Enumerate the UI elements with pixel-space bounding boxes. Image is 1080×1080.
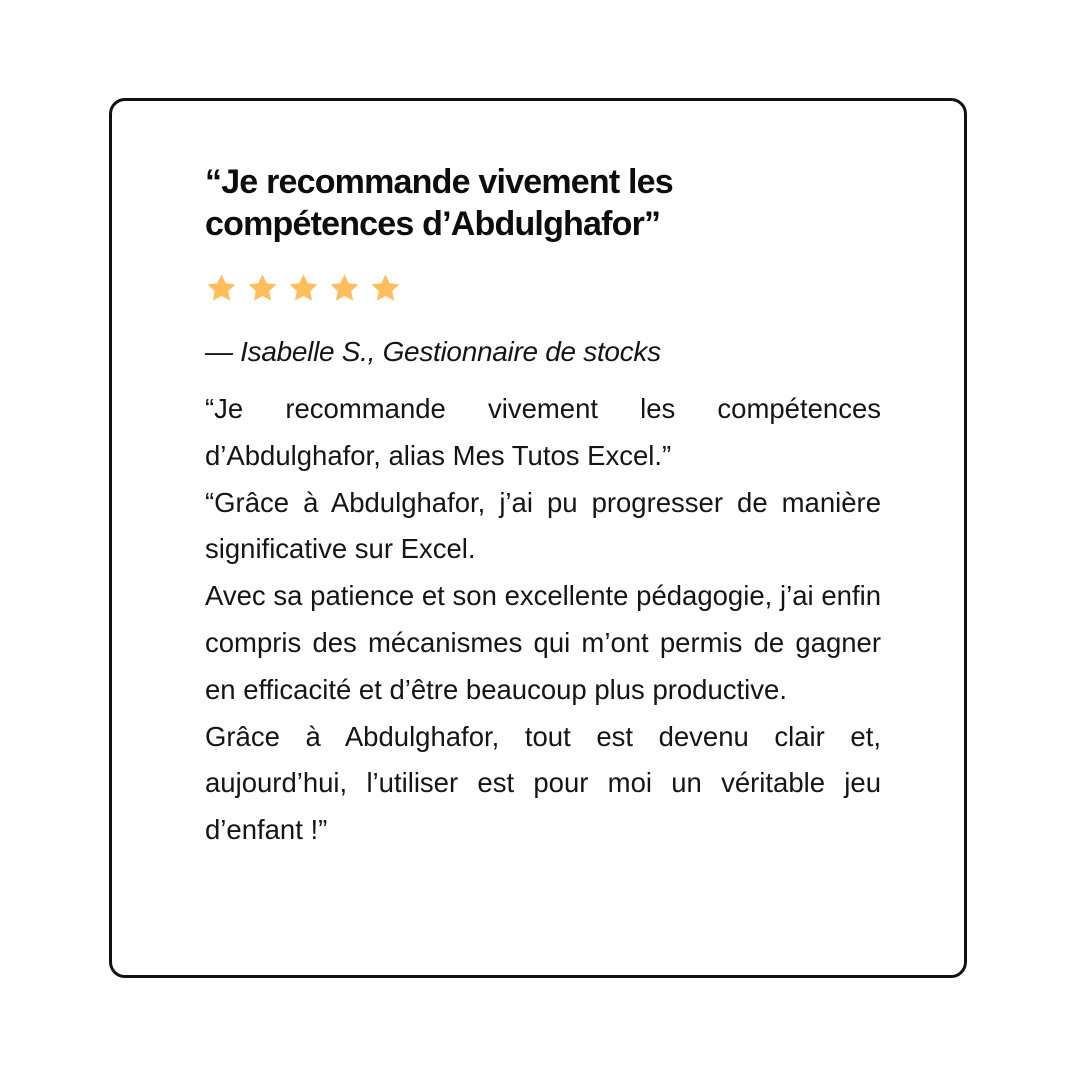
star-icon xyxy=(205,272,238,305)
star-icon xyxy=(328,272,361,305)
testimonial-paragraph: Avec sa patience et son excellente pédagogie, j’ai enfin compris des mécanismes qui m’ont permis de gagner en efficacité et d’être beaucoup plus productive. xyxy=(205,580,881,705)
star-icon xyxy=(369,272,402,305)
testimonial-paragraph: Grâce à Abdulghafor, tout est devenu clair et, aujourd’hui, l’utiliser est pour moi un véritable jeu d’enfant !” xyxy=(205,720,881,846)
testimonial-body xyxy=(205,386,881,854)
testimonial-attribution: — Isabelle S., Gestionnaire de stocks xyxy=(205,336,661,367)
testimonial-paragraph: “Je recommande vivement les compétences d’Abdulghafor, alias Mes Tutos Excel.” xyxy=(205,393,881,471)
star-rating xyxy=(205,271,881,305)
star-icon xyxy=(287,272,320,305)
testimonial-paragraph: “Grâce à Abdulghafor, j’ai pu progresser de manière significative sur Excel. xyxy=(205,486,881,565)
testimonial-card xyxy=(109,98,967,978)
testimonial-content xyxy=(205,161,881,854)
testimonial-headline: “Je recommande vivement les compétences d’Abdulghafor” xyxy=(205,163,673,243)
star-icon xyxy=(246,272,279,305)
